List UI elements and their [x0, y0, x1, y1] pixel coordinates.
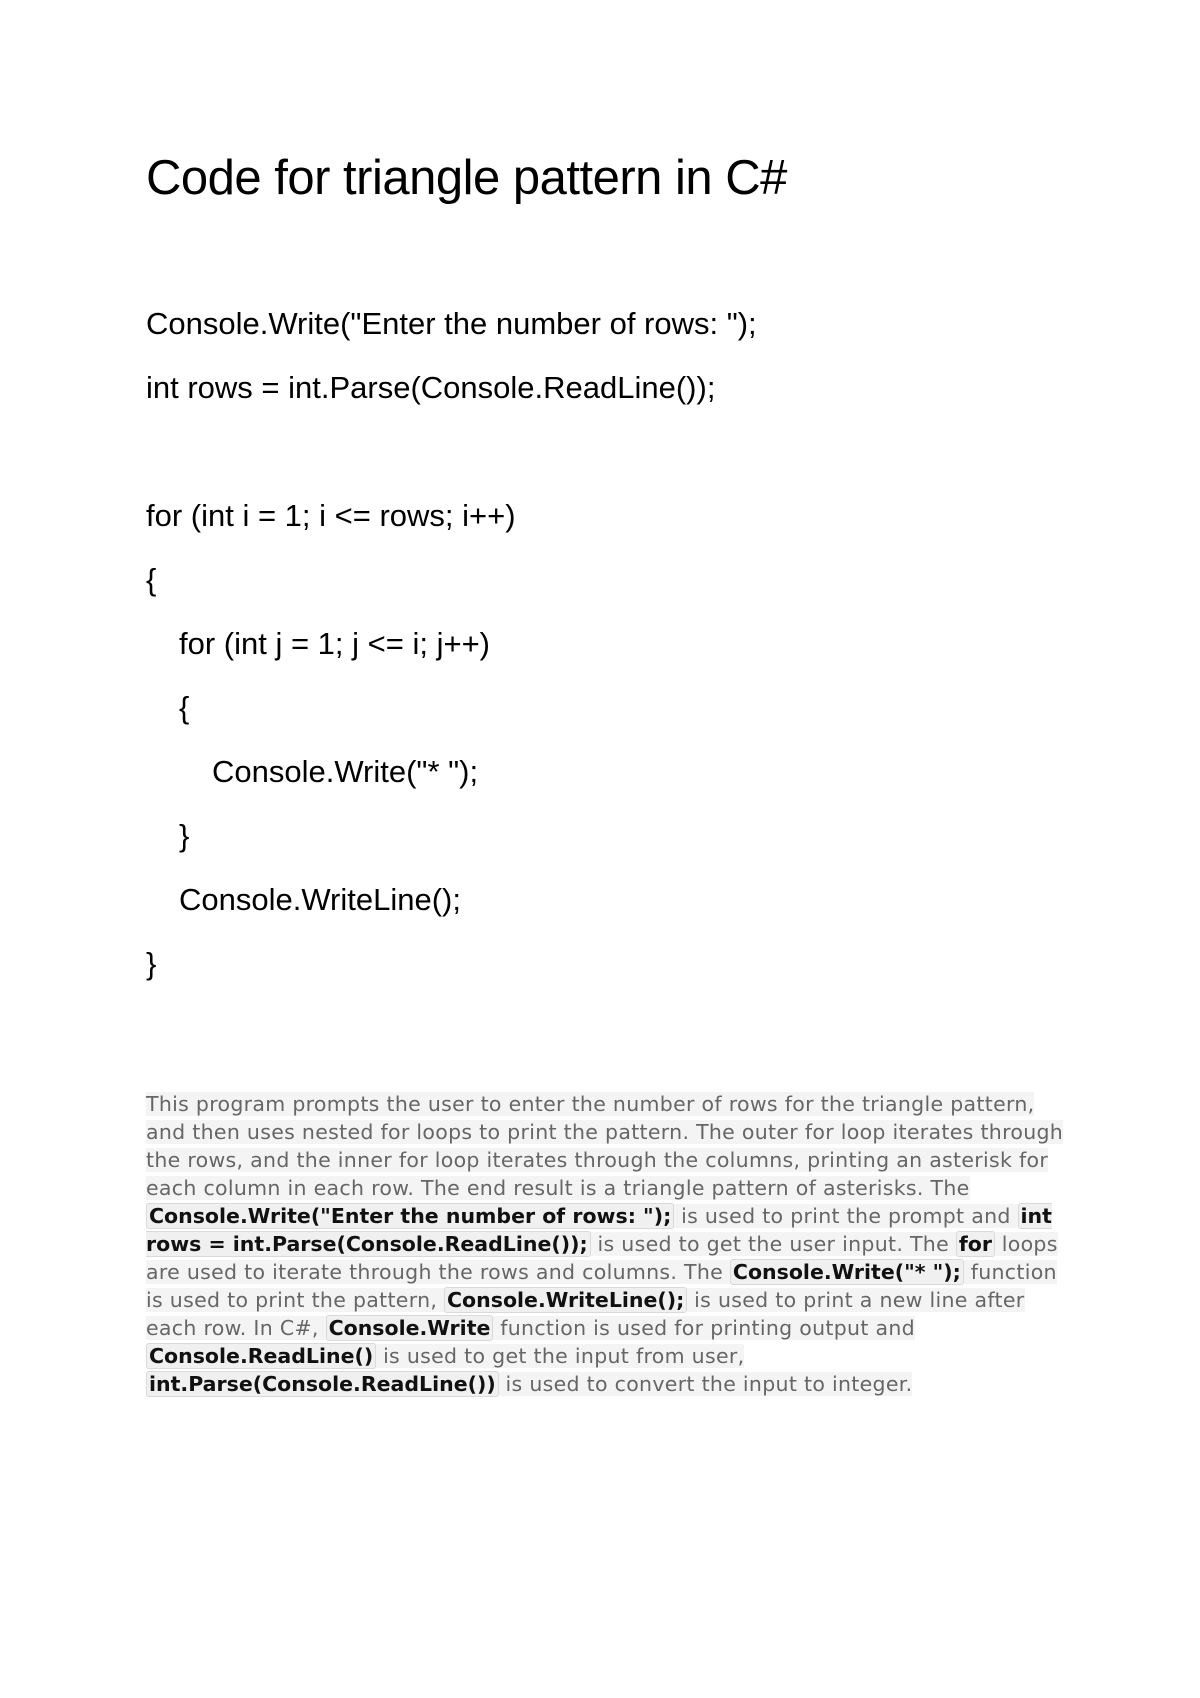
explanation-text: is used to convert the input to integer. [498, 1371, 913, 1396]
inline-code: Console.Write("* "); [730, 1259, 964, 1285]
page-title: Code for triangle pattern in C# [146, 151, 787, 205]
inline-code: Console.Write("Enter the number of rows: "); [146, 1203, 674, 1229]
inline-code: Console.WriteLine(); [444, 1287, 687, 1313]
code-line: Console.Write("* "); [212, 754, 479, 789]
code-line: Console.WriteLine(); [179, 882, 461, 917]
explanation-text: loops are used to iterate through the rows and columns. The [146, 1231, 1058, 1284]
inline-code: Console.ReadLine() [146, 1343, 376, 1369]
code-line: } [179, 818, 190, 853]
code-line: { [179, 690, 190, 725]
inline-code: Console.Write [326, 1315, 494, 1341]
code-line: } [146, 946, 157, 981]
code-line: for (int j = 1; j <= i; j++) [179, 626, 490, 661]
explanation-text: function is used to print the pattern, [146, 1259, 1057, 1312]
code-line: Console.Write("Enter the number of rows: "); [146, 306, 757, 341]
explanation-text: This program prompts the user to enter the number of rows for the triangle pattern, and then uses nested for loops to print the pattern. The outer for loop iterates through the rows, and the inner for loop iterates through the columns, printing an asterisk for each column in each row. The end result is a triangle pattern of asterisks. The [146, 1091, 1064, 1200]
explanation-text: function is used for printing output and [493, 1315, 915, 1340]
explanation-text: is used to print a new line after each row. In C#, [146, 1287, 1025, 1340]
code-line: int rows = int.Parse(Console.ReadLine()); [146, 370, 716, 405]
code-line: for (int i = 1; i <= rows; i++) [146, 498, 516, 533]
code-line: { [146, 562, 157, 597]
explanation-paragraph [146, 1090, 1066, 1398]
explanation-text: is used to get the input from user, [376, 1343, 745, 1368]
inline-code: int.Parse(Console.ReadLine()) [146, 1371, 499, 1397]
code-block [146, 300, 757, 1004]
code-line-blank [146, 428, 757, 492]
explanation-text: is used to print the prompt and [674, 1203, 1018, 1228]
explanation-text: is used to get the user input. The [590, 1231, 956, 1256]
inline-code: int rows = int.Parse(Console.ReadLine()); [146, 1203, 1052, 1256]
inline-code: for [956, 1231, 995, 1257]
